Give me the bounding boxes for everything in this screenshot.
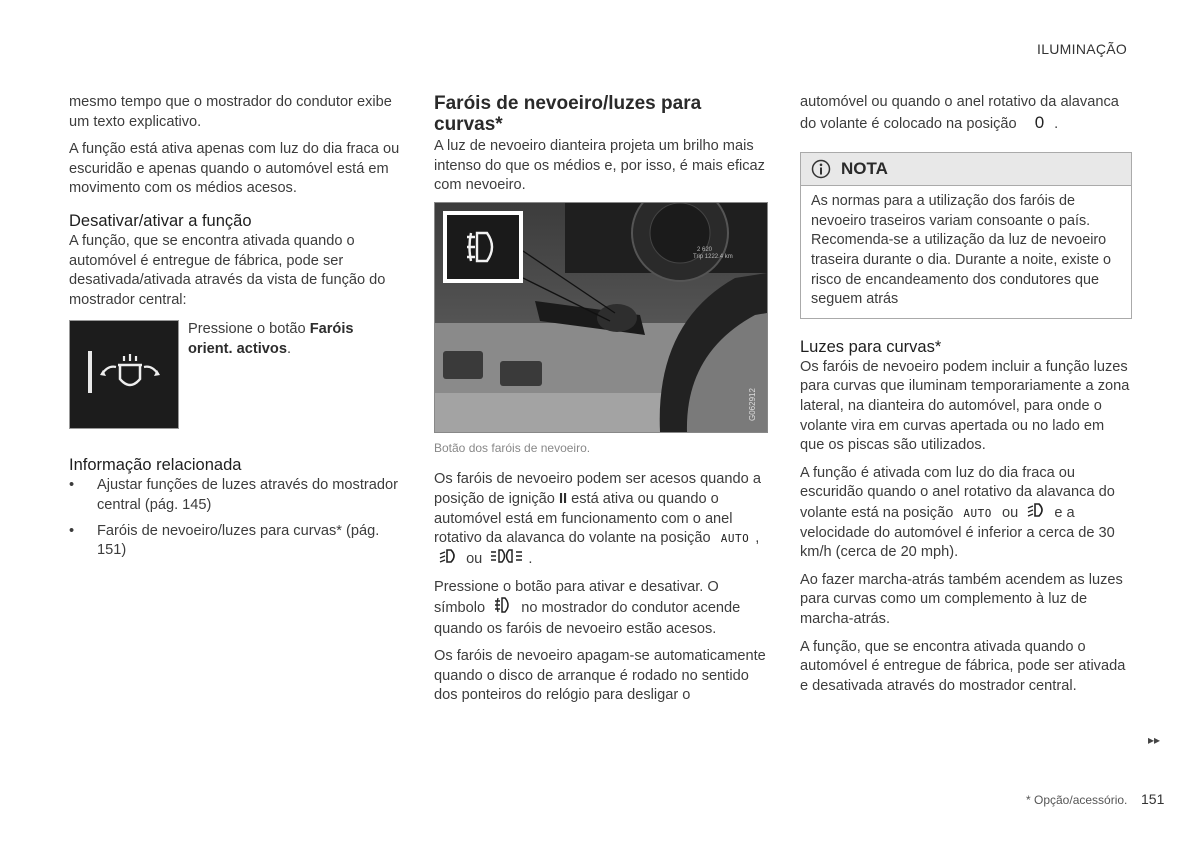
ring-position-zero: 0: [1034, 112, 1045, 132]
section-heading: Faróis de nevoeiro/luzes para curvas*: [434, 93, 702, 135]
paragraph: A função está ativa apenas com luz do dia fraca ou escuridão e apenas quando o automóvel está em movimento com os médios acesos.: [69, 141, 400, 197]
paragraph: [434, 470, 768, 569]
paragraph: mesmo tempo que o mostrador do condutor exibe um texto explicativo.: [69, 94, 392, 130]
button-name: Faróis orient. activos: [188, 321, 354, 357]
paragraph: A função, que se encontra ativada quando o automóvel é entregue de fábrica, pode ser desativada/ativada através da vista de função do mostrador central:: [69, 232, 386, 308]
paragraph: Ao fazer marcha-atrás também acendem as luzes para curvas como um complemento à luz de marcha-atrás.: [800, 571, 1123, 628]
intro-paragraph: A luz de nevoeiro dianteira projeta um brilho mais intenso do que os médios e, por isso, é mais eficaz com nevoeiro.: [434, 138, 765, 194]
press-button-block: [69, 320, 402, 430]
press-instruction: [188, 320, 388, 359]
footnote: * Opção/acessório.: [1026, 793, 1128, 807]
dipped-beam-icon: [438, 549, 458, 570]
section-title: ILUMINAÇÃO: [1037, 41, 1128, 57]
note-title: NOTA: [841, 159, 888, 179]
bullet: •: [69, 522, 75, 539]
related-link[interactable]: Ajustar funções de luzes através do mostrador central (pág. 145): [97, 477, 398, 513]
subheading-related: Informação relacionada: [69, 456, 242, 475]
text: ,: [755, 530, 760, 547]
note-body: As normas para a utilização dos faróis de nevoeiro traseiros variam consoante o país. Recomenda-se a utilização da luz de nevoeiro traseira durante o dia. Durante a noite, existe o risco de encandeamento dos condutores que seguem atrás: [811, 193, 1111, 308]
paragraph: Os faróis de nevoeiro apagam-se automaticamente quando o disco de arranque é rodado no sentido dos ponteiros do relógio para desligar o: [434, 648, 766, 704]
press-prefix: Pressione o botão: [188, 321, 310, 338]
ignition-position: II: [558, 490, 568, 507]
paragraph: Os faróis de nevoeiro podem incluir a função luzes para curvas que iluminam temporariamente a zona lateral, na dianteira do automóvel, para onde o volante vira em curvas apertada ou no lado em que os piscas são utilizados.: [800, 358, 1130, 454]
fog-light-icon: [493, 597, 513, 620]
related-link[interactable]: Faróis de nevoeiro/luzes para curvas* (pág. 151): [97, 522, 380, 559]
headlight-swivel-icon: [70, 321, 178, 428]
paragraph: [800, 464, 1132, 563]
related-list: [69, 476, 402, 560]
auto-label: AUTO: [720, 532, 750, 546]
cluster-trip: Trip 1222.4 km: [693, 253, 733, 260]
text: automóvel ou quando o anel rotativo da alavanca do volante é colocado na posição: [800, 94, 1119, 132]
related-item[interactable]: [69, 522, 402, 561]
text: Os faróis de nevoeiro podem ser acesos quando a posição de ignição: [434, 471, 761, 507]
text: ou: [466, 550, 483, 567]
parking-lights-icon: [490, 549, 524, 570]
paragraph: [434, 578, 768, 640]
dipped-beam-icon: [1026, 503, 1046, 524]
paragraph: [800, 93, 1132, 134]
photo-caption: Botão dos faróis de nevoeiro.: [434, 440, 591, 455]
text: e a velocidade do automóvel é inferior a cerca de 30 km/h (cerca de 20 mph).: [800, 505, 1115, 561]
note-box: [800, 152, 1132, 319]
subheading-disable: Desativar/ativar a função: [69, 211, 252, 230]
text: Pressione o botão para ativar e desativar. O símbolo: [434, 578, 719, 617]
bullet: •: [69, 477, 75, 494]
note-header: [801, 153, 1131, 186]
info-icon: [811, 159, 831, 179]
cluster-odo: 2 620: [697, 246, 713, 253]
text: ou: [1001, 505, 1019, 522]
column-right: [800, 93, 1132, 704]
text: .: [1054, 115, 1059, 132]
steering-column-illustration: [435, 203, 767, 432]
photo-code: G062912: [748, 387, 757, 421]
text: A função é ativada com luz do dia fraca ou escuridão quando o anel rotativo da alavanca do volante está na posição: [800, 464, 1115, 522]
auto-label: AUTO: [963, 507, 992, 521]
column-left: [69, 93, 402, 567]
page-number: 151: [1141, 791, 1165, 807]
text: está ativa ou quando o automóvel está em funcionamento com o anel rotativo da alavanca do volante na posição: [434, 490, 733, 547]
continue-arrows-icon: ▸▸: [1148, 733, 1161, 747]
paragraph: A função, que se encontra ativada quando o automóvel é entregue de fábrica, pode ser ativada e desativada através do mostrador central.: [800, 638, 1126, 694]
press-suffix: .: [286, 340, 292, 357]
fog-light-button-photo: [434, 202, 768, 433]
text: no mostrador do condutor acende quando os faróis de nevoeiro estão acesos.: [434, 600, 741, 637]
related-item[interactable]: [69, 476, 402, 515]
subheading-curves: Luzes para curvas*: [800, 337, 942, 356]
column-middle: [434, 93, 768, 714]
text: .: [528, 550, 533, 567]
active-bending-lights-button-image: [69, 320, 179, 429]
